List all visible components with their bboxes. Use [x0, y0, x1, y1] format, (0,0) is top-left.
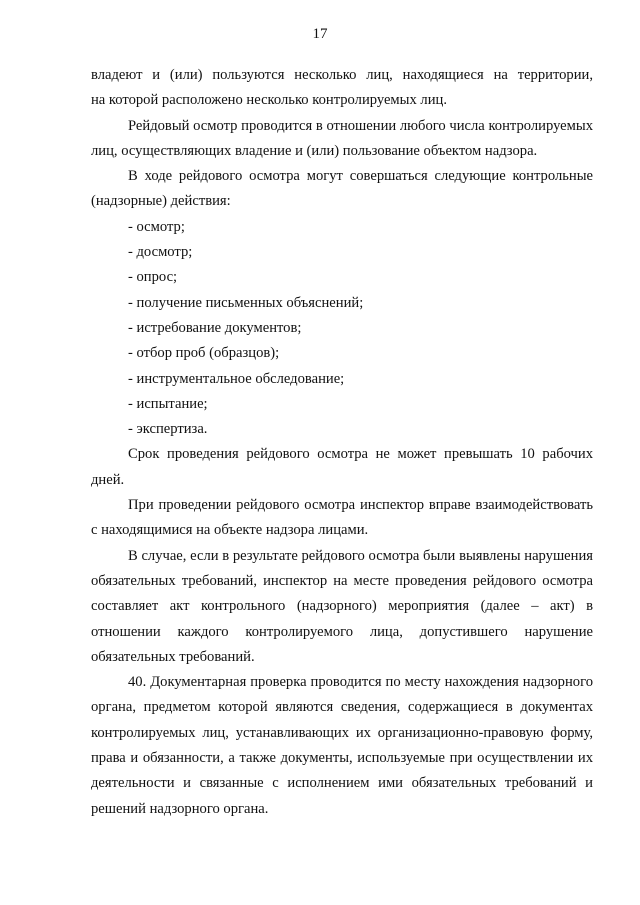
list-item-sampling: - отбор проб (образцов);	[128, 345, 280, 362]
paragraph-violations-act: В случае, если в результате рейдового осмотра были выявлены нарушения обязательных требований, инспектор на месте проведения рейдового осмотра составляет акт контрольного (надзорного) мероприятия (далее – акт) в отношении каждого контролируемого лица, допустившего нарушение обязательных требований.	[91, 547, 593, 665]
list-item-survey: - опрос;	[128, 269, 178, 286]
list-item-testing: - испытание;	[128, 395, 208, 412]
document-body	[91, 63, 593, 822]
paragraph-continuation-line-1: владеют и (или) пользуются несколько лиц, находящиеся на территории,	[91, 67, 593, 83]
paragraph-raid-inspection-scope: Рейдовый осмотр проводится в отношении любого числа контролируемых лиц, осуществляющих владение и (или) пользование объектом надзора.	[91, 117, 593, 159]
list-item-inspection: - осмотр;	[128, 218, 185, 235]
paragraph-inspector-interaction: При проведении рейдового осмотра инспектор вправе взаимодействовать с находящимися на объекте надзора лицами.	[91, 497, 593, 539]
paragraph-raid-actions-intro: В ходе рейдового осмотра могут совершаться следующие контрольные (надзорные) действия:	[91, 168, 593, 210]
paragraph-continuation-line-2: на которой расположено несколько контролируемых лиц.	[91, 92, 447, 109]
list-item-instrumental-examination: - инструментальное обследование;	[128, 370, 345, 387]
list-item-expertise: - экспертиза.	[128, 421, 208, 438]
page-number: 17	[312, 26, 328, 42]
list-item-search: - досмотр;	[128, 244, 193, 261]
paragraph-raid-duration: Срок проведения рейдового осмотра не может превышать 10 рабочих дней.	[91, 446, 593, 488]
paragraph-documentary-check: 40. Документарная проверка проводится по месту нахождения надзорного органа, предметом которой являются сведения, содержащиеся в документах контролируемых лиц, устанавливающих их организационно-правовую форму, права и обязанности, а также документы, используемые при осуществлении их деятельности и связанные с исполнением ими обязательных требований и решений надзорного органа.	[91, 674, 593, 817]
list-item-document-request: - истребование документов;	[128, 319, 302, 336]
list-item-written-explanations: - получение письменных объяснений;	[128, 294, 364, 311]
